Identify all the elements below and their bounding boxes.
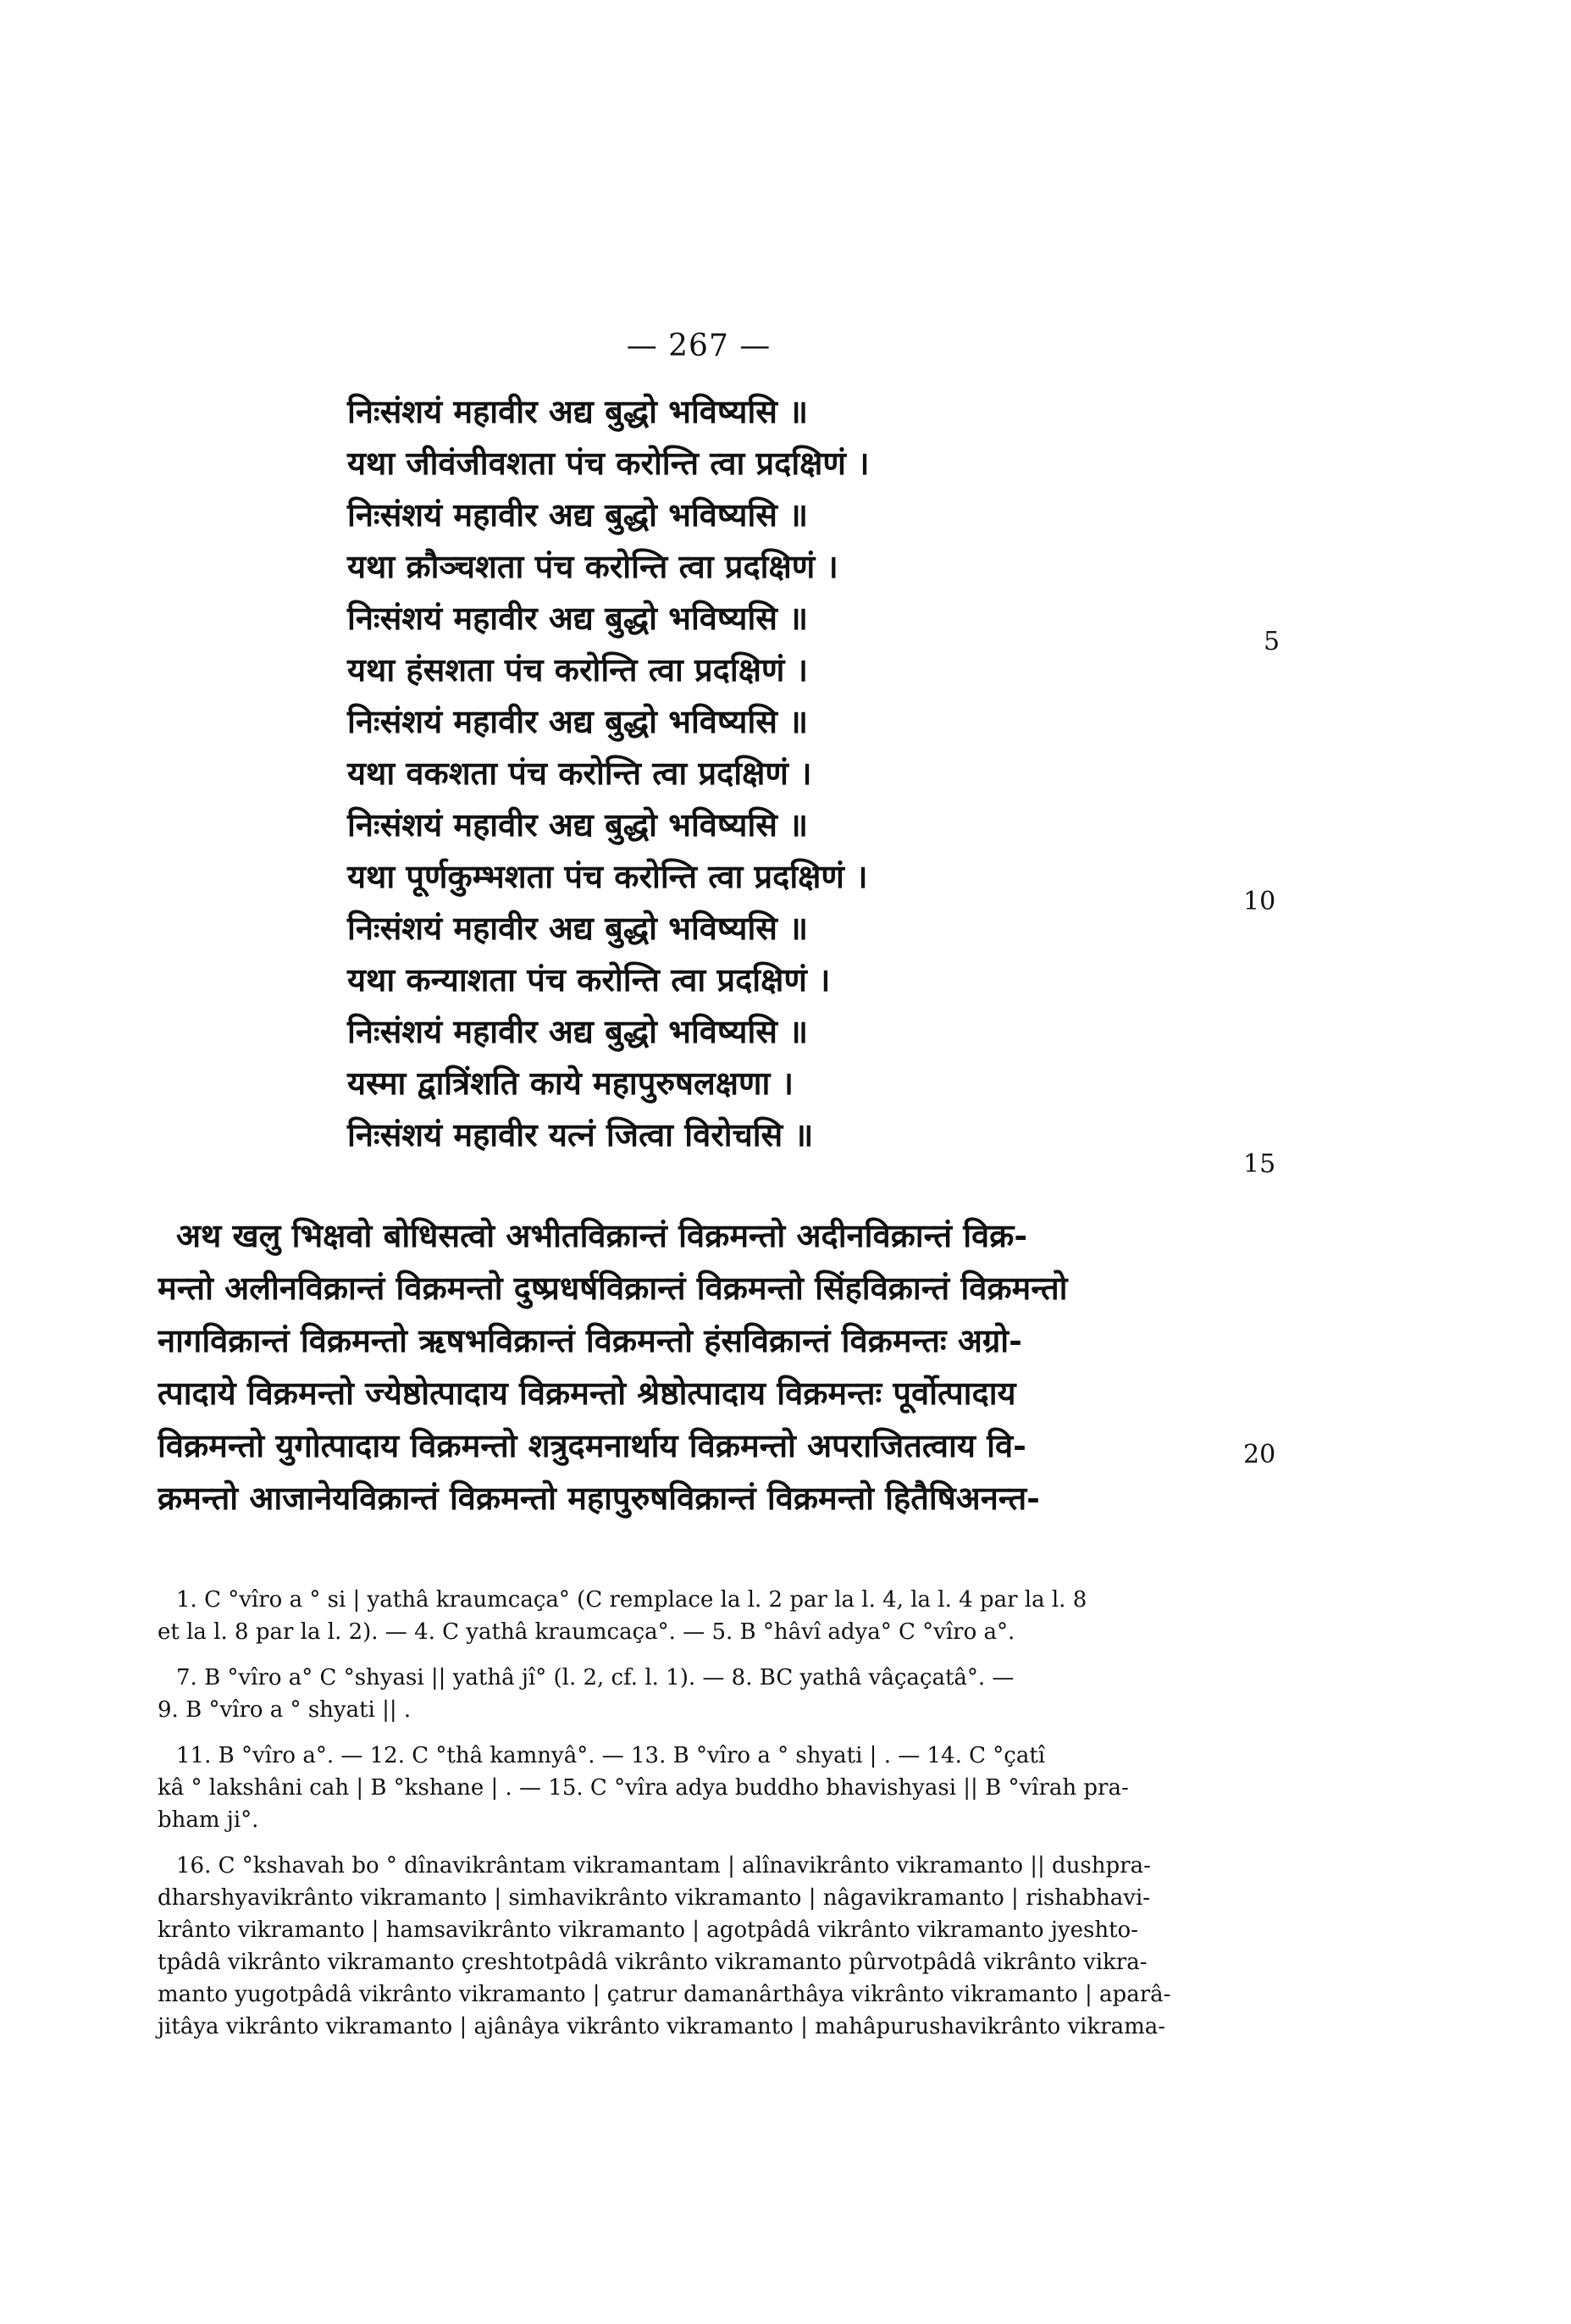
footnote-line: et la l. 8 par la l. 2). — 4. C yathâ kraumcaça°. — 5. B °hâvî adya° C °vîro a°. xyxy=(158,1619,1015,1645)
line-number-10: 10 xyxy=(1243,887,1276,916)
prose-line: क्रमन्तो आजानेयविक्रान्तं विक्रमन्तो महापुरुषविक्रान्तं विक्रमन्तो हितैषिअनन्त- xyxy=(158,1479,1040,1517)
line-number-15: 15 xyxy=(1243,1149,1276,1179)
verse-line: यथा पूर्णकुम्भशता पंच करोन्ति त्वा प्रदक्षिणं । xyxy=(347,857,868,895)
footnote-line: dharshyavikrânto vikramanto | simhavikrânto vikramanto | nâgavikramanto | rishabhavi- xyxy=(158,1885,1151,1911)
footnote-line: kâ ° lakshâni cah | B °kshane | . — 15. C °vîra adya buddho bhavishyasi || B °vîrah pra- xyxy=(158,1775,1129,1801)
verse-line: निःसंशयं महावीर अद्य बुद्धो भविष्यसि ॥ xyxy=(347,909,808,947)
line-number-20: 20 xyxy=(1243,1440,1276,1469)
prose-paragraph xyxy=(158,1209,1229,1524)
verse-line: यथा जीवंजीवशता पंच करोन्ति त्वा प्रदक्षिणं । xyxy=(347,444,870,482)
prose-line: अथ खलु भिक्षवो बोधिसत्वो अभीतविक्रान्तं विक्रमन्तो अदीनविक्रान्तं विक्र- xyxy=(176,1216,1028,1254)
footnote-line: 11. B °vîro a°. — 12. C °thâ kamnyâ°. — 13. B °vîro a ° shyati | . — 14. C °çatî xyxy=(176,1743,1046,1768)
page-number: — 267 — xyxy=(626,329,772,363)
prose-line: नागविक्रान्तं विक्रमन्तो ऋषभविक्रान्तं विक्रमन्तो हंसविक्रान्तं विक्रमन्तः अग्रो- xyxy=(158,1321,1022,1359)
verse-line: निःसंशयं महावीर अद्य बुद्धो भविष्यसि ॥ xyxy=(347,702,808,740)
verse-line: निःसंशयं महावीर अद्य बुद्धो भविष्यसि ॥ xyxy=(347,599,808,637)
footnote-line: 7. B °vîro a° C °shyasi || yathâ jî° (l. 2, cf. l. 1). — 8. BC yathâ vâçaçatâ°. — xyxy=(176,1665,1015,1690)
line-number-5: 5 xyxy=(1264,627,1281,656)
verse-line: यथा कन्याशता पंच करोन्ति त्वा प्रदक्षिणं । xyxy=(347,960,831,999)
verse-line: यथा हंसशता पंच करोन्ति त्वा प्रदक्षिणं । xyxy=(347,650,809,689)
verse-line: निःसंशयं महावीर अद्य बुद्धो भविष्यसि ॥ xyxy=(347,392,808,430)
footnote-line: jitâya vikrânto vikramanto | ajânâya vikrânto vikramanto | mahâpurushavikrânto vikrama- xyxy=(158,2014,1166,2039)
footnote-group xyxy=(158,1584,1229,1648)
footnote-line: 1. C °vîro a ° si | yathâ kraumcaça° (C remplace la l. 2 par la l. 4, la l. 4 par la l. 8 xyxy=(176,1587,1087,1613)
footnote-line: bham ji°. xyxy=(158,1807,259,1833)
verse-line: यथा क्रौञ्चशता पंच करोन्ति त्वा प्रदक्षिणं । xyxy=(347,547,838,585)
prose-line: त्पादाये विक्रमन्तो ज्येष्ठोत्पादाय विक्रमन्तो श्रेष्ठोत्पादाय विक्रमन्तः पूर्वोत्पादाय xyxy=(158,1374,1016,1412)
verse-line: यथा वकशता पंच करोन्ति त्वा प्रदक्षिणं । xyxy=(347,754,812,792)
footnote-group xyxy=(158,1850,1229,2043)
verse-line: निःसंशयं महावीर अद्य बुद्धो भविष्यसि ॥ xyxy=(347,805,808,844)
verse-line: निःसंशयं महावीर अद्य बुद्धो भविष्यसि ॥ xyxy=(347,495,808,534)
footnote-group xyxy=(158,1662,1229,1726)
footnote-line: krânto vikramanto | hamsavikrânto vikramanto | agotpâdâ vikrânto vikramanto jyeshto- xyxy=(158,1917,1138,1943)
prose-line: विक्रमन्तो युगोत्पादाय विक्रमन्तो शत्रुदमनार्थाय विक्रमन्तो अपराजितत्वाय वि- xyxy=(158,1426,1026,1464)
prose-line: मन्तो अलीनविक्रान्तं विक्रमन्तो दुष्प्रधर्षविक्रान्तं विक्रमन्तो सिंहविक्रान्तं विक्रमन्तो xyxy=(158,1269,1068,1307)
footnote-line: 16. C °kshavah bo ° dînavikrântam vikramantam | alînavikrânto vikramanto || dushpra- xyxy=(176,1853,1151,1879)
verse-line: निःसंशयं महावीर यत्नं जित्वा विरोचसि ॥ xyxy=(347,1115,814,1154)
footnote-line: tpâdâ vikrânto vikramanto çreshtotpâdâ vikrânto vikramanto pûrvotpâdâ vikrânto vikra- xyxy=(158,1950,1148,1975)
verse-line: निःसंशयं महावीर अद्य बुद्धो भविष्यसि ॥ xyxy=(347,1012,808,1050)
verse-block xyxy=(347,385,1262,1160)
footnote-line: 9. B °vîro a ° shyati || . xyxy=(158,1697,412,1723)
footnote-line: manto yugotpâdâ vikrânto vikramanto | çatrur damanârthâya vikrânto vikramanto | aparâ- xyxy=(158,1982,1171,2007)
verse-line: यस्मा द्वात्रिंशति काये महापुरुषलक्षणा । xyxy=(347,1064,794,1102)
footnotes xyxy=(158,1584,1229,2056)
footnote-group xyxy=(158,1740,1229,1836)
